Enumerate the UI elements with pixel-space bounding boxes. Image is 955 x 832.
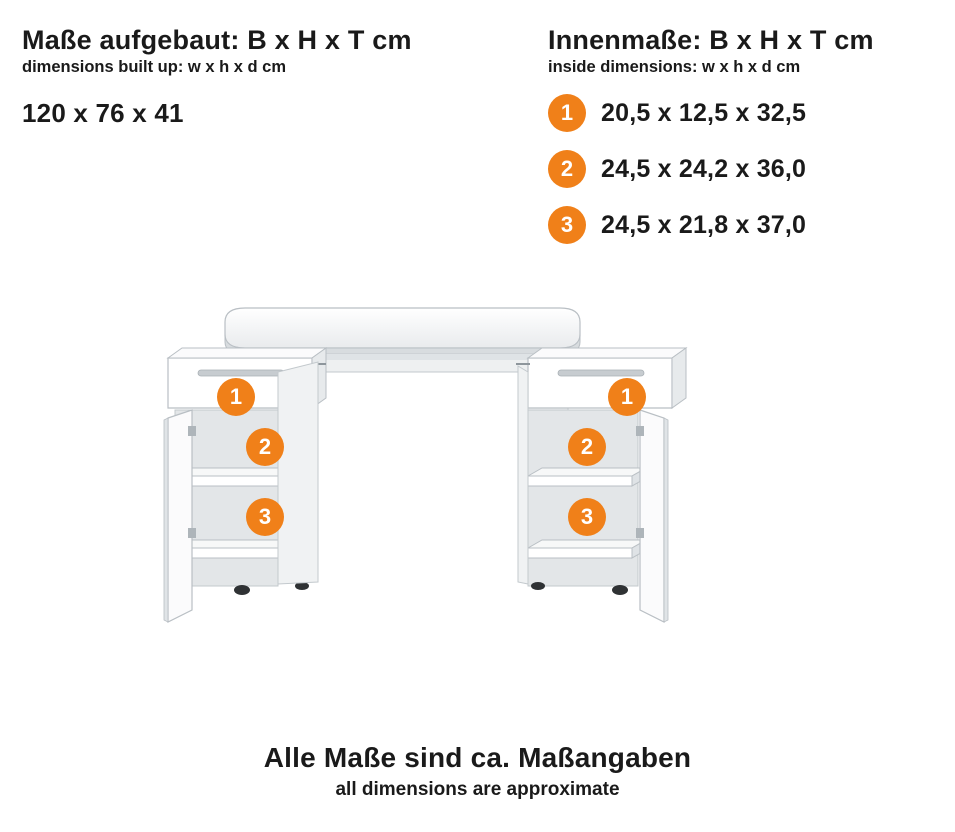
inside-dimension-value-3: 24,5 x 21,8 x 37,0 (601, 210, 807, 239)
illustration-callout-1-left: 1 (217, 378, 255, 416)
inside-title-en: inside dimensions: w x h x d cm (548, 58, 801, 77)
right-pedestal (516, 348, 686, 622)
right-foot-front (612, 585, 628, 595)
inside-dimension-row (548, 146, 948, 192)
footer-note-en: all dimensions are approximate (335, 779, 620, 800)
callout-badge-1: 1 (548, 94, 586, 132)
inside-title-de: Innenmaße: B x H x T cm (548, 25, 874, 55)
illustration-callout-2-right: 2 (568, 428, 606, 466)
desk-top (225, 308, 580, 354)
right-foot-back (531, 582, 545, 590)
footer-note (0, 742, 955, 801)
inside-dimension-row (548, 90, 948, 136)
illustration-callout-3-left: 3 (246, 498, 284, 536)
inside-dimension-row (548, 202, 948, 248)
desk-illustration (120, 290, 840, 660)
footer-note-de: Alle Maße sind ca. Maßangaben (263, 742, 692, 773)
callout-badge-2: 2 (548, 150, 586, 188)
built-up-value: 120 x 76 x 41 (22, 98, 184, 129)
inside-dimension-value-2: 24,5 x 24,2 x 36,0 (601, 154, 807, 183)
illustration-callout-3-right: 3 (568, 498, 606, 536)
built-up-title-de: Maße aufgebaut: B x H x T cm (22, 25, 412, 55)
illustration-callout-2-left: 2 (246, 428, 284, 466)
callout-badge-3: 3 (548, 206, 586, 244)
inside-dimension-value-1: 20,5 x 12,5 x 32,5 (601, 98, 807, 127)
right-cabinet-door-open (636, 410, 668, 622)
illustration-callout-1-right: 1 (608, 378, 646, 416)
built-up-title-en: dimensions built up: w x h x d cm (22, 58, 287, 77)
right-drawer-open (516, 348, 686, 408)
desk-drawing (120, 290, 840, 660)
left-foot-front (234, 585, 250, 595)
left-cabinet-door-open (164, 410, 196, 622)
built-up-dimensions-block (22, 26, 492, 129)
inside-dimensions-block (548, 26, 948, 258)
inside-dimensions-list (548, 90, 948, 248)
